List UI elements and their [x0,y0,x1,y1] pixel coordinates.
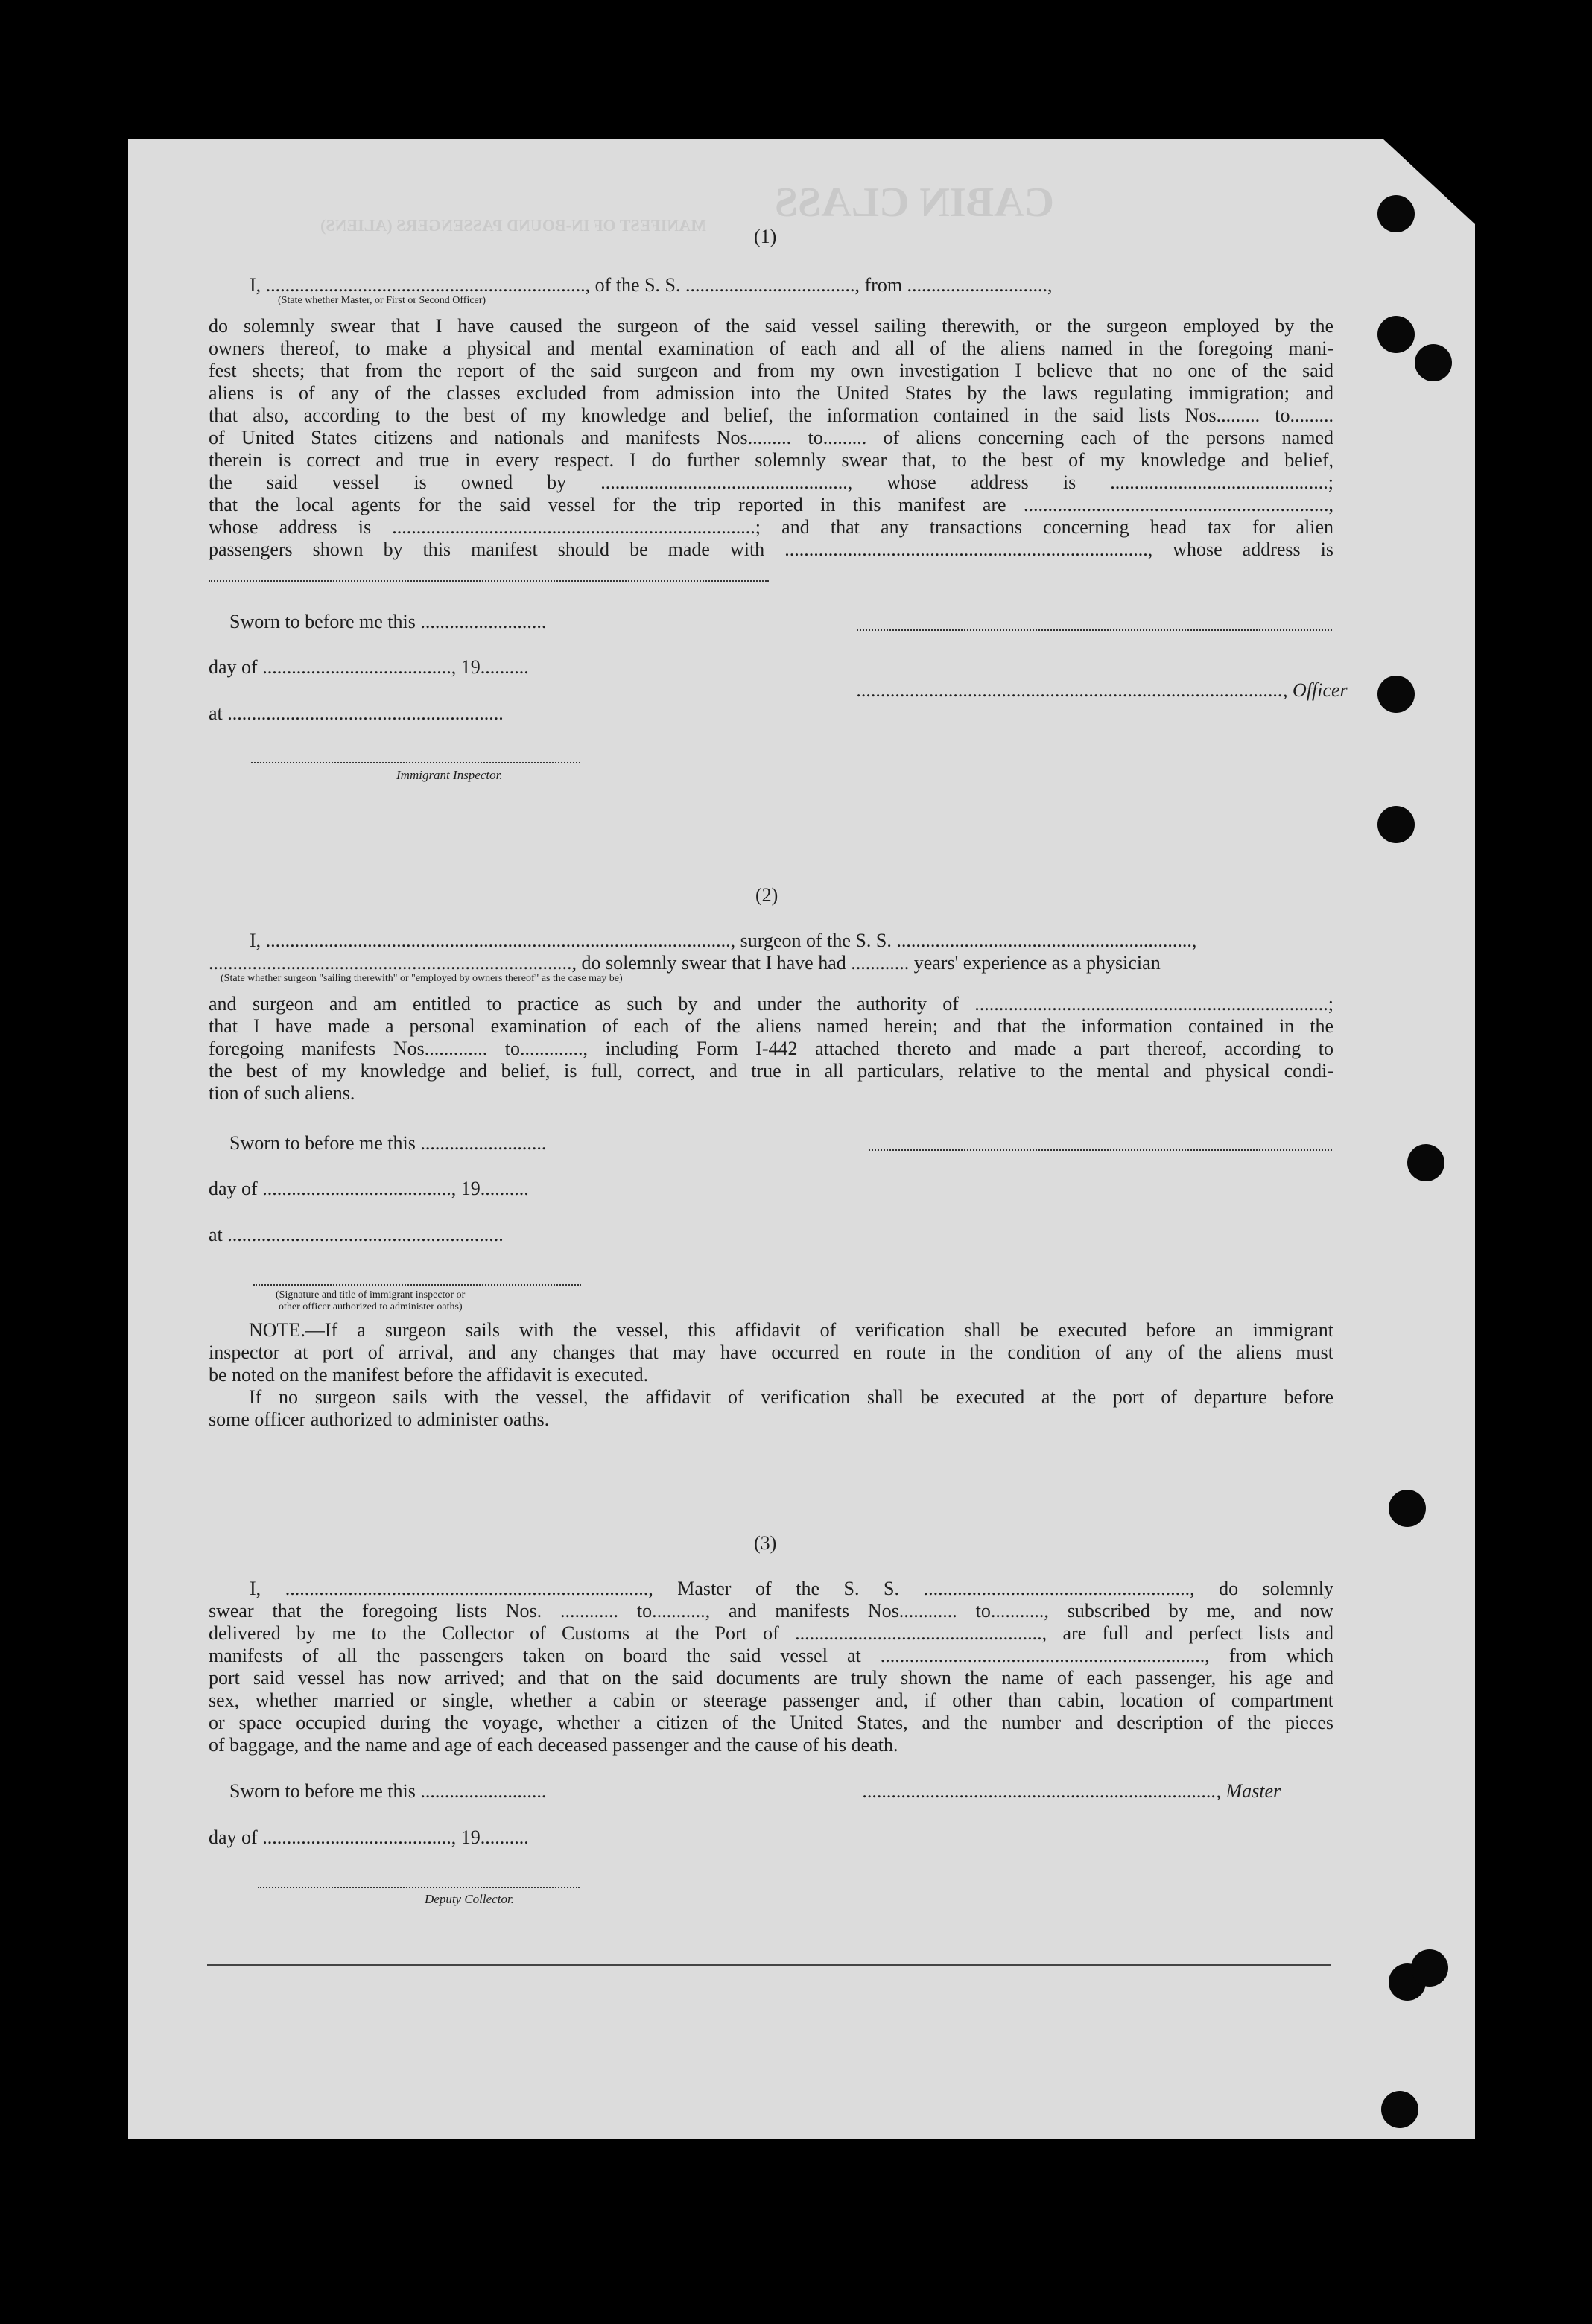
section-3-oath-body [209,1578,1333,1756]
ghost-header-subtitle: MANIFEST OF IN-BOUND PASSENGERS (ALIENS) [320,216,706,235]
punch-hole [1377,316,1415,353]
section-3-number: (3) [754,1532,777,1554]
section-3-sworn: Sworn to before me this .......................... [229,1780,547,1802]
punch-hole [1389,1490,1426,1527]
oath-line: or space occupied during the voyage, whether a citizen of the United States, and the number and description of the pieces [209,1712,1333,1733]
section-2-surgeon-hint: (State whether surgeon "sailing therewith" or "employed by owners thereof" as the case may be) [221,973,623,984]
oath-line: port said vessel has now arrived; and that on the said documents are truly shown the name of each passenger, his age and [209,1667,1333,1689]
section-2-at: at ......................................................... [209,1224,504,1245]
section-3-master-line: ........................................................................., Master [863,1780,1281,1802]
punch-hole [1377,195,1415,232]
oath-line: the best of my knowledge and belief, is full, correct, and true in all particulars, relative to the mental and physical condi- [209,1060,1333,1082]
punch-hole [1377,806,1415,843]
section-1-number: (1) [754,226,777,247]
punch-hole [1407,1144,1444,1181]
note-line: NOTE.—If a surgeon sails with the vessel, this affidavit of verification shall be executed before an immigrant [249,1319,1333,1341]
collector-signature-line [258,1887,580,1888]
punch-hole [1411,1949,1448,1987]
oath-line: fest sheets; that from the report of the said surgeon and from my own investigation I believe that no one of the said [209,360,1333,381]
note-line: be noted on the manifest before the affidavit is executed. [209,1364,649,1385]
oath-line: of United States citizens and nationals and manifests Nos......... to......... of aliens concerning each of the persons named [209,427,1333,448]
punch-hole [1381,2091,1418,2128]
section-1-at: at ......................................................... [209,702,504,724]
section-1-underline [209,580,769,582]
oath-line: the said vessel is owned by ..................................................., whose address is .............................................; [209,472,1333,493]
section-2-signature-hint: (Signature and title of immigrant inspector or [276,1289,466,1301]
section-3-day: day of ......................................., 19.......... [209,1826,529,1848]
inspector-signature-line [251,762,580,763]
section-2-signature-hint: other officer authorized to administer oaths) [279,1301,463,1312]
oath-line: tion of such aliens. [209,1082,355,1104]
officer-signature-line [857,629,1332,631]
section-1-inspector-title: Immigrant Inspector. [396,768,503,782]
oath-line: that also, according to the best of my knowledge and belief, the information contained in the said lists Nos......... to......... [209,404,1333,426]
authorized-officer-signature-line [253,1284,581,1286]
section-2-sworn: Sworn to before me this .......................... [229,1132,547,1154]
section-2-number: (2) [755,884,778,906]
section-1-oath-line: I, .................................................................., of the S. S. ..................................., from ............................., [250,274,1053,296]
section-1-oath-body [209,315,1333,561]
note-line: inspector at port of arrival, and any changes that may have occurred en route in the condition of any of the aliens must [209,1342,1333,1363]
section-2-oath-body [209,993,1333,1105]
section-2-note [209,1319,1333,1431]
oath-line: delivered by me to the Collector of Customs at the Port of ..................................................., are full and perfect lists and [209,1622,1333,1644]
punch-hole [1415,344,1452,381]
oath-line: therein is correct and true in every respect. I do further solemnly swear that, to the best of my knowledge and belief, [209,449,1333,471]
oath-line: that the local agents for the said vessel for the trip reported in this manifest are ..............................................................., [209,494,1333,515]
oath-line: aliens is of any of the classes excluded from admission into the United States by the laws regulating immigration; and [209,382,1333,404]
oath-line: that I have made a personal examination of each of the aliens named herein; and that the information contained in the [209,1015,1333,1037]
section-2-line-2: ..........................................................................., do solemnly swear that I have had ............ years' experience as a physician [209,952,1161,974]
section-3-collector-title: Deputy Collector. [425,1892,514,1906]
oath-line: of baggage, and the name and age of each deceased passenger and the cause of his death. [209,1734,898,1756]
section-2-day: day of ......................................., 19.......... [209,1178,529,1199]
section-1-day: day of ......................................., 19.......... [209,656,529,678]
oath-line: whose address is ...........................................................................; and that any transactions concerning head tax for alien [209,516,1333,538]
oath-line: sex, whether married or single, whether a cabin or steerage passenger and, if other than cabin, location of compartment [209,1689,1333,1711]
section-2-line-1: I, ................................................................................................, surgeon of the S. S. ............................................................., [250,930,1197,951]
oath-line: foregoing manifests Nos............. to............., including Form I-442 attached thereto and made a part thereof, according to [209,1038,1333,1059]
note-line: If no surgeon sails with the vessel, the affidavit of verification shall be executed at the port of departure before [249,1386,1333,1408]
oath-line: manifests of all the passengers taken on board the said vessel at ..................................................................., from which [209,1645,1333,1666]
section-1-sworn: Sworn to before me this .......................... [229,611,547,632]
oath-line: do solemnly swear that I have caused the surgeon of the said vessel sailing therewith, or the surgeon employed by the [209,315,1333,337]
oath-line: passengers shown by this manifest should be made with ..........................................................................., whose address is [209,539,1333,560]
note-line: some officer authorized to administer oaths. [209,1409,550,1430]
ghost-header-text: CABIN CLASS [775,180,1054,226]
oath-line: and surgeon and am entitled to practice as such by and under the authority of .........................................................................; [209,993,1333,1015]
section-1-officer-line: ........................................................................................, Officer [857,679,1348,701]
oath-line: swear that the foregoing lists Nos. ............ to..........., and manifests Nos............ to..........., subscribed by me, and now [209,1600,1333,1622]
oath-line: I, ..........................................................................., Master of the S. S. ......................................................., do solemnly [250,1578,1333,1599]
punch-hole [1377,676,1415,713]
bottom-rule [207,1964,1331,1966]
surgeon-signature-line [869,1149,1332,1151]
section-1-officer-hint: (State whether Master, or First or Second Officer) [278,295,486,306]
oath-line: owners thereof, to make a physical and mental examination of each and all of the aliens named in the foregoing mani- [209,337,1333,359]
